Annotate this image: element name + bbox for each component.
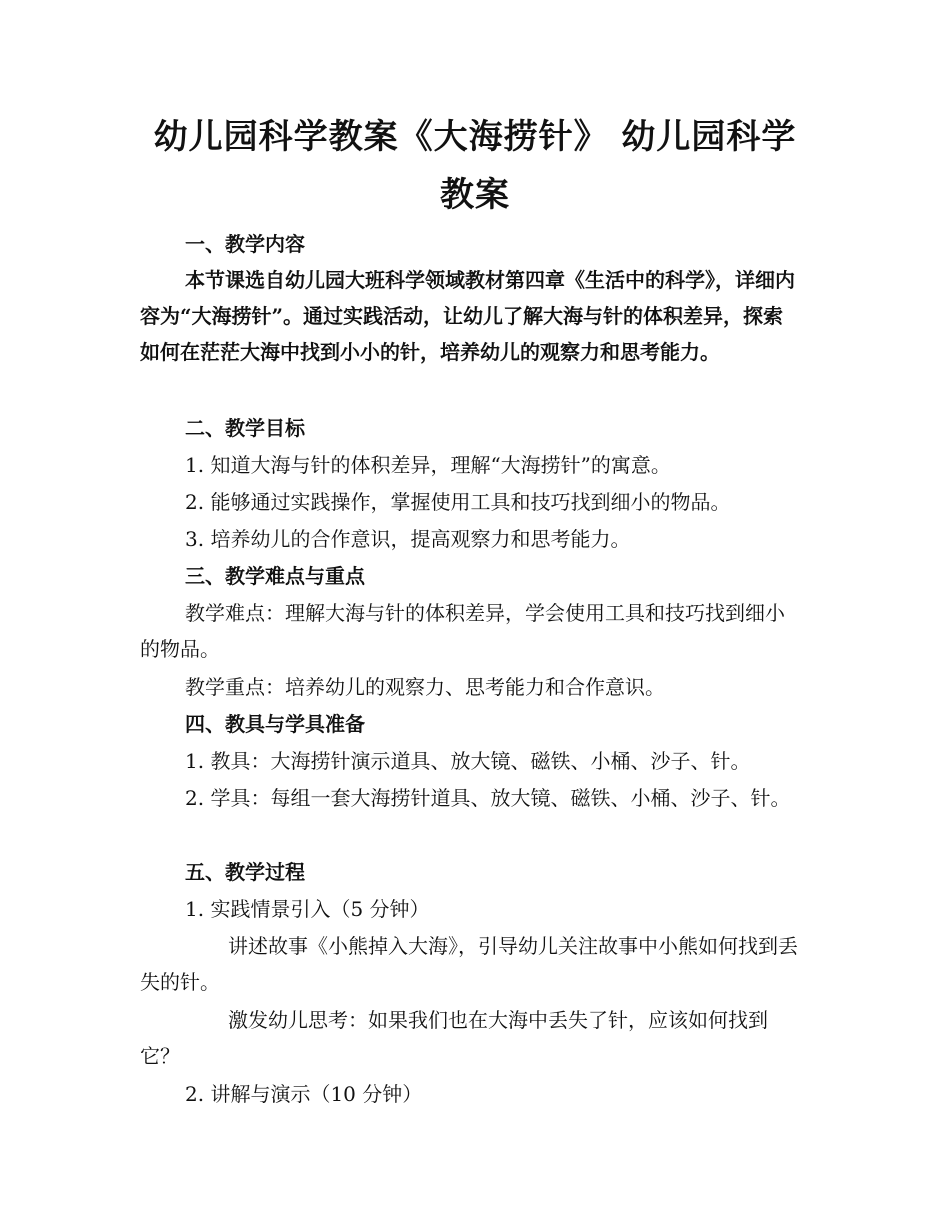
process-step-1: 1. 实践情景引入（5 分钟） xyxy=(185,897,430,921)
section-heading-teaching-goals: 二、教学目标 xyxy=(185,416,305,440)
teaching-key-text: 教学重点：培养幼儿的观察力、思考能力和合作意识。 xyxy=(185,675,665,699)
section-heading-materials: 四、教具与学具准备 xyxy=(185,712,365,736)
materials-item-1: 1. 教具：大海捞针演示道具、放大镜、磁铁、小桶、沙子、针。 xyxy=(185,749,751,773)
process-step-1-paragraph-2: 激发幼儿思考：如果我们也在大海中丢失了针，应该如何找到它？ xyxy=(140,1008,768,1068)
goal-item-3: 3. 培养幼儿的合作意识，提高观察力和思考能力。 xyxy=(185,527,631,551)
section-heading-difficulty-key: 三、教学难点与重点 xyxy=(185,564,365,588)
goal-item-2: 2. 能够通过实践操作，掌握使用工具和技巧找到细小的物品。 xyxy=(185,490,731,514)
section-body-teaching-content: 本节课选自幼儿园大班科学领域教材第四章《生活中的科学》，详细内容为“大海捞针”。通过实践活动，让幼儿了解大海与针的体积差异，探索如何在茫茫大海中找到小小的针，培养幼儿的观察力和思考能力。 xyxy=(140,268,795,364)
document-title: 幼儿园科学教案《大海捞针》 幼儿园科学教案 xyxy=(153,117,797,215)
materials-item-2: 2. 学具：每组一套大海捞针道具、放大镜、磁铁、小桶、沙子、针。 xyxy=(185,786,791,810)
goal-item-1: 1. 知道大海与针的体积差异，理解“大海捞针”的寓意。 xyxy=(185,453,671,477)
teaching-difficulty-text: 教学难点：理解大海与针的体积差异，学会使用工具和技巧找到细小的物品。 xyxy=(140,601,785,661)
process-step-2: 2. 讲解与演示（10 分钟） xyxy=(185,1082,423,1106)
process-step-1-paragraph-1: 讲述故事《小熊掉入大海》，引导幼儿关注故事中小熊如何找到丢失的针。 xyxy=(140,934,798,994)
section-heading-process: 五、教学过程 xyxy=(185,860,305,884)
section-heading-teaching-content: 一、教学内容 xyxy=(185,232,305,256)
